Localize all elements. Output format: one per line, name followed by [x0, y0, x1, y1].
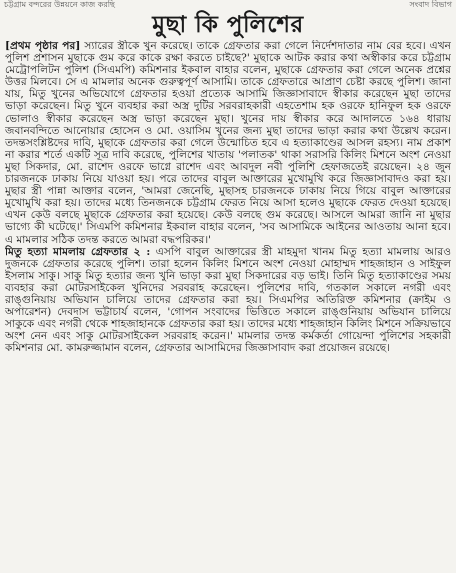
- header-right-text: সংবাদ বিভাগ: [409, 0, 452, 9]
- article-body: [5, 40, 451, 571]
- paragraph-2-text: এসপি বাবুল আক্তারের স্ত্রী মাহমুদা খানম মিতু হত্যা মামলায় আরও দুজনকে গ্রেফতার করেছে পুলিশ। তারা হলেন কিলিং মিশনে অংশ নেওয়া মোহাম্মদ শাহজাহান ও সাইফুল ইসলাম সাকু। সাকু মিতু হত্যার জন্য খুনি ভাড়া করা মুছা সিকদারের বড় ভাই। তিনি মিতু হত্যাকাণ্ডের সময় ব্যবহার করা মোটরসাইকেল খুনিদের সরবরাহ করেছেন। পুলিশের দাবি, গতকাল সকালে নগরী এবং রাঙ্গুনিয়ায় অভিযান চালিয়ে তাদের গ্রেফতার করা হয়। সিএমপির অতিরিক্ত কমিশনার (ক্রাইম ও অপারেশন) দেবদাস ভট্টাচার্য বলেন, 'গোপন সংবাদের ভিত্তিতে সকালে রাঙ্গুনিয়ায় অভিযান চালিয়ে সাকুকে এবং নগরী থেকে শাহজাহানকে গ্রেফতার করা হয়। তাদের মধ্যে শাহজাহান কিলিং মিশনে সক্রিয়ভাবে অংশ নেন এবং সাকু মোটরসাইকেল সরবরাহ করেন।' মামলার তদন্ত কর্মকর্তা গোয়েন্দা পুলিশের সহকারী কমিশনার মো. কামরুজ্জামান বলেন, গ্রেফতার আসামিদের জিজ্ঞাসাবাদ করা প্রয়োজন রয়েছে।: [5, 245, 451, 355]
- article-headline: মুছা কি পুলিশের: [152, 11, 304, 38]
- page-header-strip: [0, 0, 456, 9]
- paragraph-1-text: স্যারের স্ত্রীকে খুন করেছে। তাকে গ্রেফতার করা গেলে নির্দেশদাতার নাম বের হবে। এখন পুলিশ প্রশাসন মুছাকে গুম করে কাকে রক্ষা করতে চাইছে?' মুছাকে আটক করার কথা অস্বীকার করে চট্টগ্রাম মেট্রোপলিটন পুলিশ (সিএমপি) কমিশনার ইকবাল বাহার বলেন, মুছাকে গ্রেফতার করা গেলে অনেক প্রশ্নের উত্তর মিলবে। সে এ মামলার অনেক গুরুত্বপূর্ণ আসামি। তাকে গ্রেফতারে আপ্রাণ চেষ্টা করছে পুলিশ। জানা যায়, মিতু খুনের অভিযোগে গ্রেফতার হওয়া প্রত্যেক আসামি জিজ্ঞাসাবাদে স্বীকার করেছেন মুছা তাদের ভাড়া করেছেন। মিতু খুনে ব্যবহার করা অস্ত্র দুটির সরবরাহকারী এহতেশাম হক ওরফে হানিফুল হক ওরফে ভোলাও স্বীকার করেছেন অস্ত্র ভাড়া করেছেন মুছা। খুনের দায় স্বীকার করে আদালতে ১৬৪ ধারায় জবানবন্দিতে আনোয়ার হোসেন ও মো. ওয়াসিম খুনের জন্য মুছা তাদের ভাড়া করার কথা উল্লেখ করেন। তদন্তসংশ্লিষ্টদের দাবি, মুছাকে গ্রেফতার করা গেলে উন্মোচিত হবে এ হত্যাকাণ্ডের আসল রহস্য। নাম প্রকাশ না করার শর্তে একটি সূত্র দাবি করেছে, পুলিশের খাতায় 'পলাতক' থাকা সরাসরি কিলিং মিশনে অংশ নেওয়া মুছা সিকদার, মো. রাশেদ ওরফে ভাগ্নে রাশেদ এবং আবদুল নবী পুলিশি হেফাজতেই রয়েছেন। ২৪ জুন চারজনকে ঢাকায় নিয়ে যাওয়া হয়। পরে তাদের বাবুল আক্তারের মুখোমুখি করে জিজ্ঞাসাবাদও করা হয়। মুছার স্ত্রী পান্না আক্তার বলেন, 'আমরা জেনেছি, মুছাসহ চারজনকে ঢাকায় নিয়ে গিয়ে বাবুল আক্তারের মুখোমুখি করা হয়। তাদের মধ্যে তিনজনকে চট্টগ্রাম ফেরত নিয়ে আসা হলেও মুছাকে ফেরত দেওয়া হয়েছে। এখন কেউ বলছে মুছাকে গ্রেফতার করা হয়েছে। কেউ বলছে গুম করেছে। আসলে আমরা জানি না মুছার ভাগ্যে কী ঘটেছে।' সিএমপি কমিশনার ইকবাল বাহার বলেন, 'সব আসামিকে আইনের আওতায় আনা হবে। এ মামলার সঠিক তদন্ত করতে আমরা বদ্ধপরিকর।': [5, 40, 451, 246]
- subheading-arrest: মিতু হত্যা মামলায় গ্রেফতার ২ :: [5, 245, 151, 258]
- paragraph-1: [5, 40, 451, 246]
- paragraph-2: [5, 246, 451, 355]
- header-left-text: চট্টগ্রাম বন্দরের উন্নয়নে কাজ করছি: [4, 0, 115, 9]
- continuation-marker: [প্রথম পৃষ্ঠার পর]: [5, 40, 81, 52]
